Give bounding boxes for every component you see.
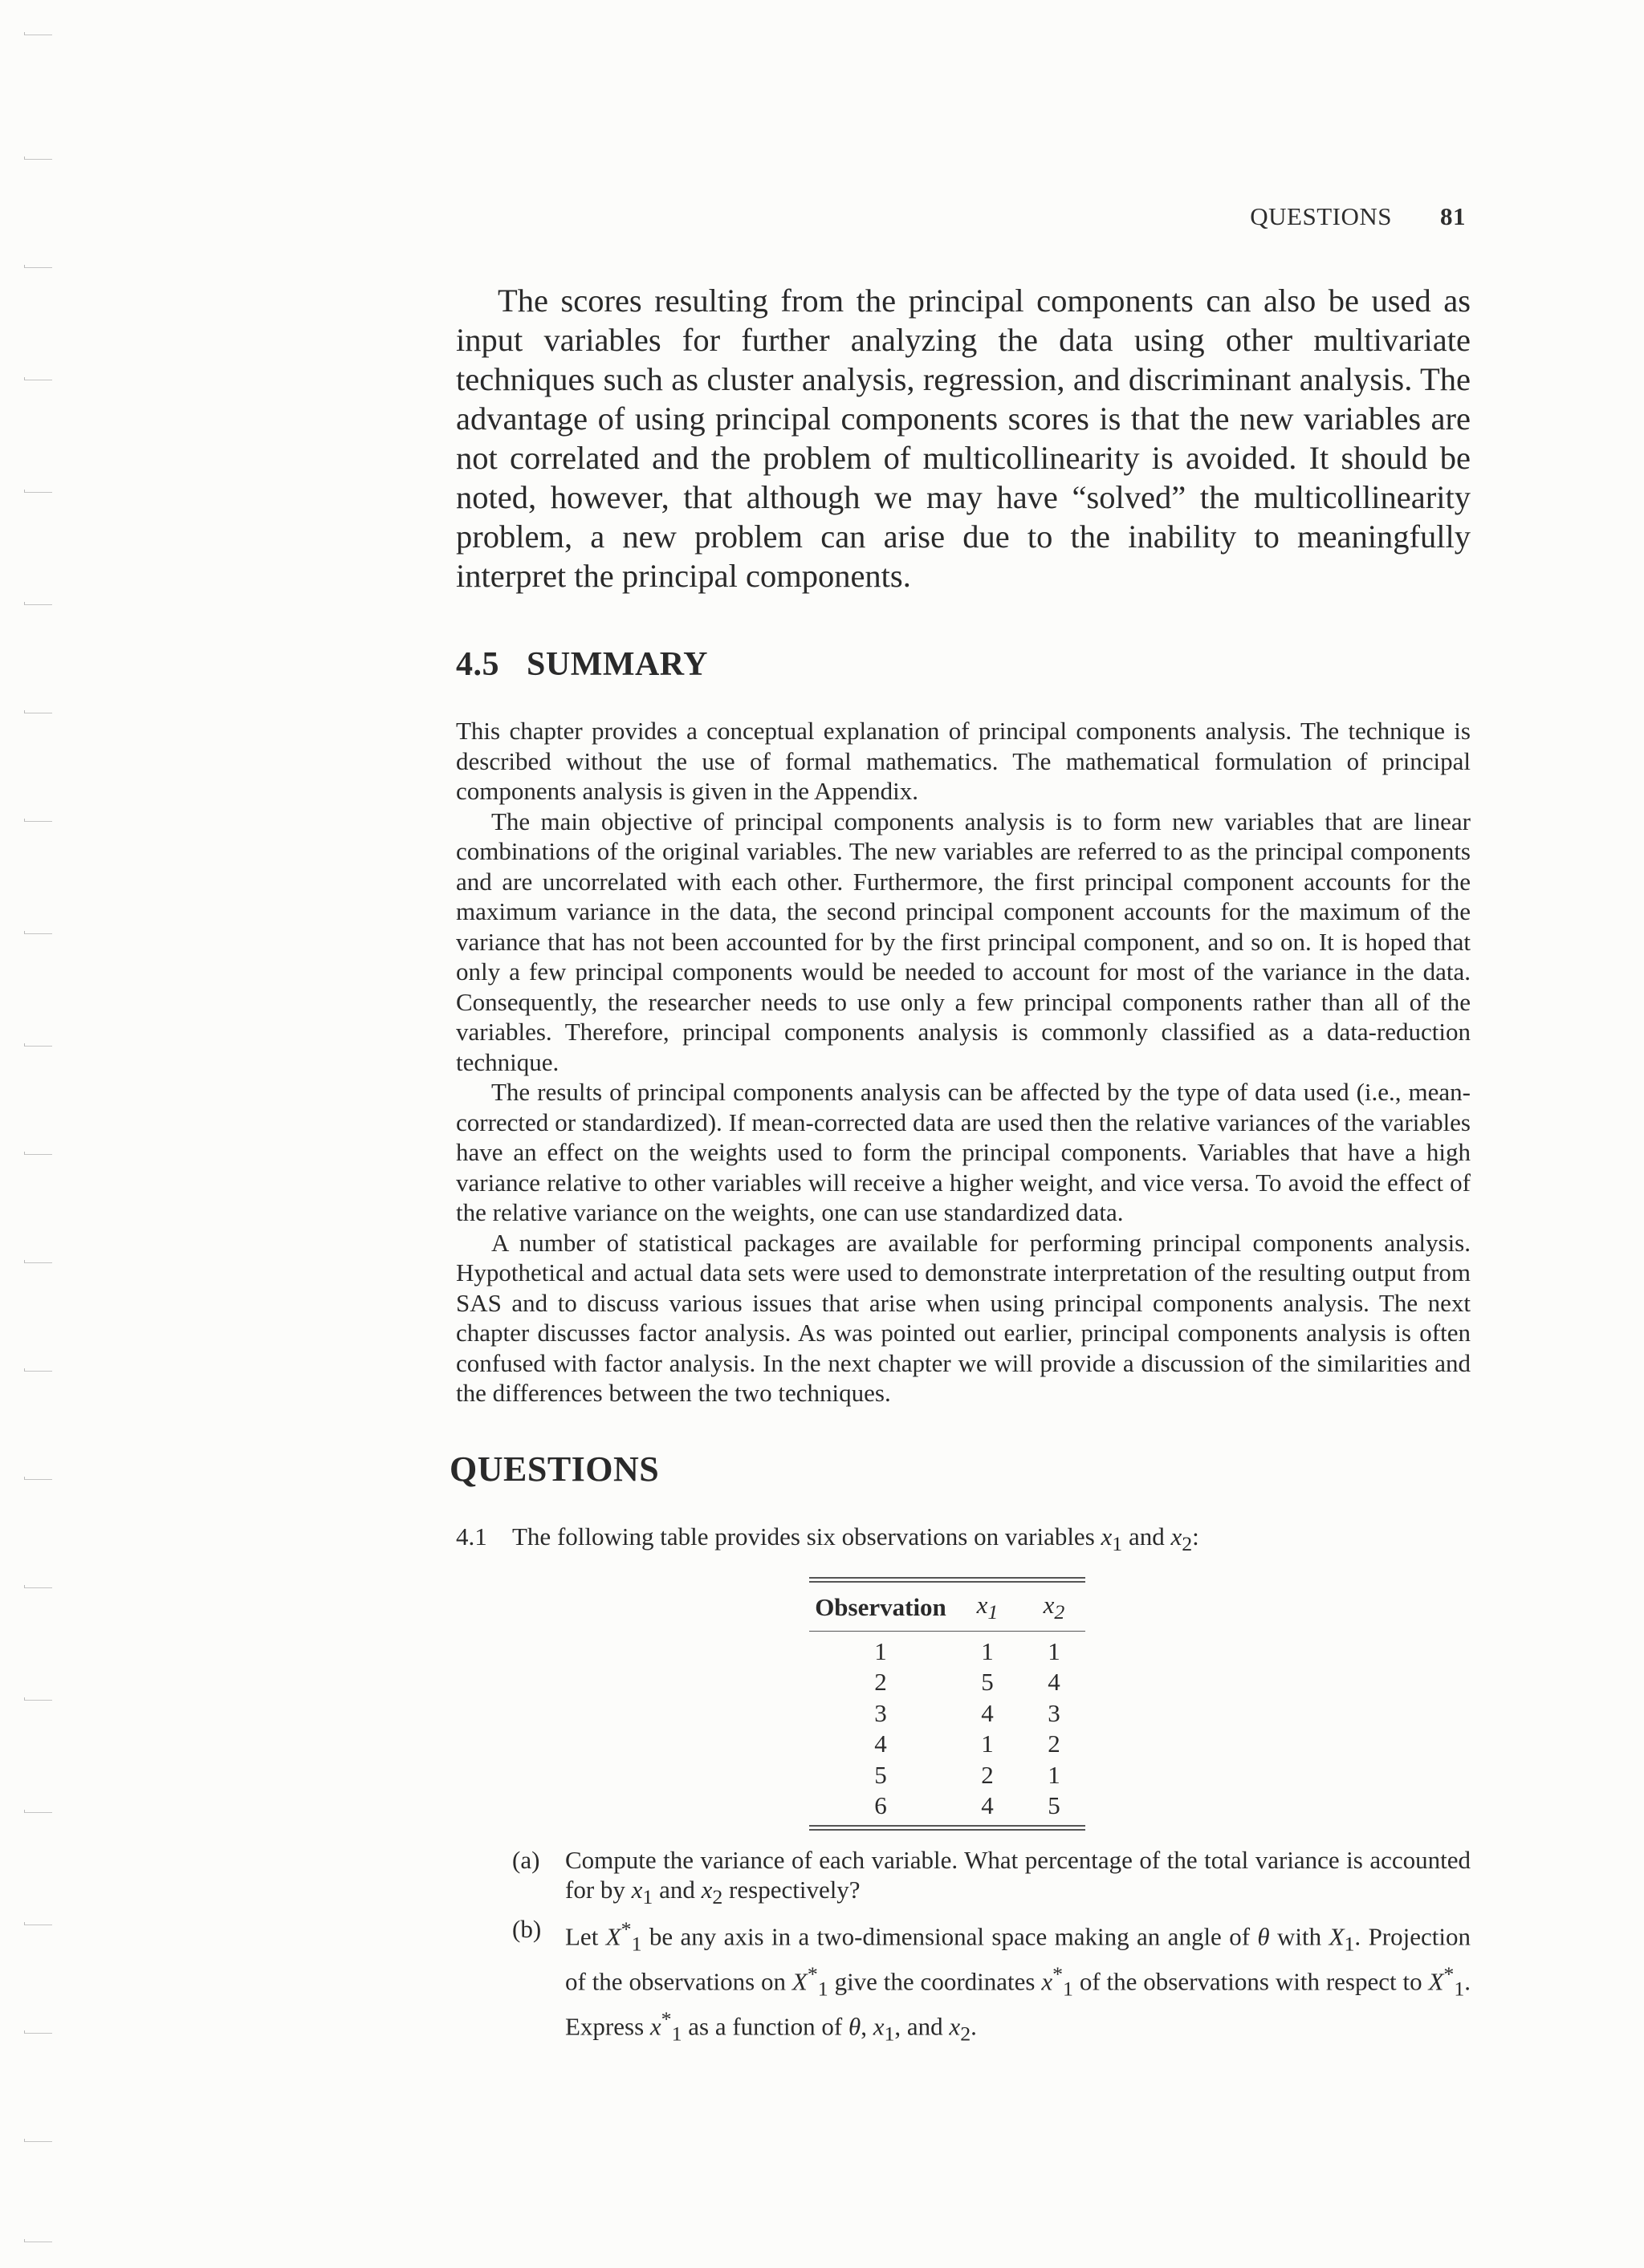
superscript: * <box>1443 1962 1455 1986</box>
coord-x1-star: x <box>649 2012 661 2041</box>
column-header-x1 <box>952 1579 1023 1631</box>
superscript: * <box>1052 1962 1064 1986</box>
table-header-row <box>809 1579 1085 1631</box>
question-number: 4.1 <box>456 1522 487 1551</box>
cell-x2: 2 <box>1048 1729 1060 1758</box>
section-title: SUMMARY <box>527 646 708 683</box>
theta-symbol: θ <box>1257 1922 1270 1951</box>
table-row <box>809 1698 1085 1729</box>
cell-x1: 1 <box>981 1729 994 1758</box>
subquestion-text: . Projection of the observations on <box>565 1922 1471 1996</box>
cell-observation: 5 <box>874 1760 887 1789</box>
table-row <box>809 1760 1085 1791</box>
summary-paragraph: The results of principal components analysis can be affected by the type of data used (i.e., mean-corrected or standardized). If mean-corrected data are used then the relative variances of the variables have an effect on the weights used to form the principal components. Variables that have a high variance relative to other variables will receive a higher weight, and vice versa. To avoid the effect of the relative variance on the weights, one can use standardized data. <box>456 1078 1471 1226</box>
summary-paragraph: The main objective of principal components analysis is to form new variables that are linear combinations of the original variables. The new variables are referred to as the principal components and are uncorrelated with each other. Furthermore, the first principal component accounts for the maximum variance in the data, the second principal component accounts for the maximum of the variance that has not been accounted for by the first principal component, and so on. It is hoped that only a few principal components would be needed to account for most of the variance in the data. Consequently, the researcher needs to use only a few principal components rather than all of the variables. Therefore, principal components analysis is commonly classified as a data-reduction technique. <box>456 807 1471 1076</box>
subscript: 1 <box>817 1977 828 2001</box>
cell-observation: 2 <box>874 1668 887 1697</box>
subscript: 1 <box>1063 1977 1073 2001</box>
variable-x2: x <box>949 2012 961 2041</box>
column-header-observation: Observation <box>809 1579 952 1631</box>
subquestion-text: with <box>1269 1922 1329 1951</box>
variable-x1: x <box>873 2012 885 2041</box>
header-var: x <box>1043 1590 1055 1619</box>
subquestion-a <box>456 1845 1471 1912</box>
subscript: 1 <box>1112 1531 1123 1555</box>
summary-paragraph: A number of statistical packages are available for performing principal components analysis. Hypothetical and actual data sets were used to demonstrate interpretation of the resulting output from SAS and to discuss various issues that arise when using principal components analysis. The next chapter discusses factor analysis. As was pointed out earlier, principal components analysis is often confused with factor analysis. In the next chapter we will provide a discussion of the similarities and the differences between the two techniques. <box>456 1228 1471 1407</box>
subquestion-text: of the observations with respect to <box>1072 1967 1429 1996</box>
observation-table <box>809 1577 1085 1831</box>
subquestion-b <box>456 1914 1471 2049</box>
cell-x2: 4 <box>1048 1668 1060 1697</box>
variable-x2: x <box>701 1876 713 1904</box>
axis-X1-star: X <box>605 1922 621 1951</box>
subscript: 1 <box>671 2022 682 2046</box>
subquestion-text: Let <box>565 1922 606 1951</box>
variable-x1: x <box>631 1876 643 1904</box>
subquestion-text: as a function of <box>682 2012 848 2041</box>
cell-observation: 1 <box>874 1636 887 1665</box>
intro-paragraph: The scores resulting from the principal components can also be used as input variables for further analyzing the data using other multivariate techniques such as cluster analysis, regression, and discriminant analysis. The advantage of using principal components scores is that the new variables are not correlated and the problem of multicollinearity is avoided. It should be noted, however, that although we may have “solved” the multicollinearity problem, a new problem can arise due to the inability to meaningfully interpret the principal components. <box>456 282 1471 594</box>
variable-x2: x <box>1170 1522 1182 1551</box>
subquestion-text: give the coordinates <box>828 1967 1042 1996</box>
header-var: x <box>976 1590 988 1619</box>
table-row <box>809 1667 1085 1698</box>
subquestion-text: , <box>861 2012 873 2041</box>
subscript: 1 <box>1454 1977 1465 2001</box>
superscript: * <box>661 2007 672 2031</box>
subquestion-text: and <box>653 1876 702 1904</box>
subquestion-text: be any axis in a two-dimensional space making an angle of <box>641 1922 1258 1951</box>
variable-x1: x <box>1101 1522 1113 1551</box>
page-content <box>450 281 1471 2049</box>
cell-x1: 4 <box>981 1698 994 1727</box>
cell-x2: 3 <box>1048 1698 1060 1727</box>
header-sub: 2 <box>1054 1599 1065 1624</box>
summary-heading <box>456 645 1471 684</box>
cell-observation: 4 <box>874 1729 887 1758</box>
cell-x2: 1 <box>1048 1636 1060 1665</box>
subquestion-label: (b) <box>512 1915 542 1944</box>
coord-x1-star: x <box>1041 1967 1053 1996</box>
axis-X1-star: X <box>791 1967 808 1996</box>
running-head <box>1250 202 1466 231</box>
question-text: : <box>1192 1522 1199 1551</box>
subquestion-text: , and <box>894 2012 950 2041</box>
questions-heading: QUESTIONS <box>450 1449 660 1489</box>
subscript: 1 <box>1344 1932 1355 1956</box>
subscript: 2 <box>960 2022 971 2046</box>
question-4-1 <box>456 1522 1471 1559</box>
subscript: 1 <box>631 1932 642 1956</box>
subquestion-text: Compute the variance of each variable. What percentage of the total variance is accounted for by <box>565 1845 1471 1904</box>
superscript: * <box>807 1962 818 1986</box>
page-number: 81 <box>1440 202 1466 230</box>
cell-x2: 1 <box>1048 1760 1060 1789</box>
subscript: 2 <box>712 1885 723 1909</box>
cell-observation: 6 <box>874 1791 887 1820</box>
axis-X1: X <box>1329 1922 1345 1951</box>
cell-x1: 2 <box>981 1760 994 1789</box>
table-row <box>809 1790 1085 1827</box>
binding-edge <box>0 0 56 2268</box>
subscript: 2 <box>1182 1531 1193 1555</box>
question-text: and <box>1122 1522 1171 1551</box>
axis-X1-star: X <box>1428 1967 1444 1996</box>
column-header-x2 <box>1023 1579 1085 1631</box>
subquestion-text: . <box>971 2012 977 2041</box>
subquestion-text: . Express <box>565 1967 1471 2041</box>
cell-observation: 3 <box>874 1698 887 1727</box>
cell-x2: 5 <box>1048 1791 1060 1820</box>
question-text: The following table provides six observations on variables <box>512 1522 1101 1551</box>
superscript: * <box>621 1917 632 1941</box>
theta-symbol: θ <box>848 2012 861 2041</box>
summary-paragraph: This chapter provides a conceptual explanation of principal components analysis. The technique is described without the use of formal mathematics. The mathematical formulation of principal components analysis is given in the Appendix. <box>456 717 1471 805</box>
cell-x1: 1 <box>981 1636 994 1665</box>
cell-x1: 5 <box>981 1668 994 1697</box>
section-number: 4.5 <box>456 646 499 683</box>
table-row <box>809 1631 1085 1667</box>
subscript: 1 <box>642 1885 653 1909</box>
running-head-title: QUESTIONS <box>1250 202 1392 230</box>
table-row <box>809 1729 1085 1760</box>
cell-x1: 4 <box>981 1791 994 1820</box>
subquestion-label: (a) <box>512 1845 540 1874</box>
header-sub: 1 <box>987 1599 999 1624</box>
subquestion-text: respectively? <box>722 1876 861 1904</box>
subscript: 1 <box>884 2022 895 2046</box>
